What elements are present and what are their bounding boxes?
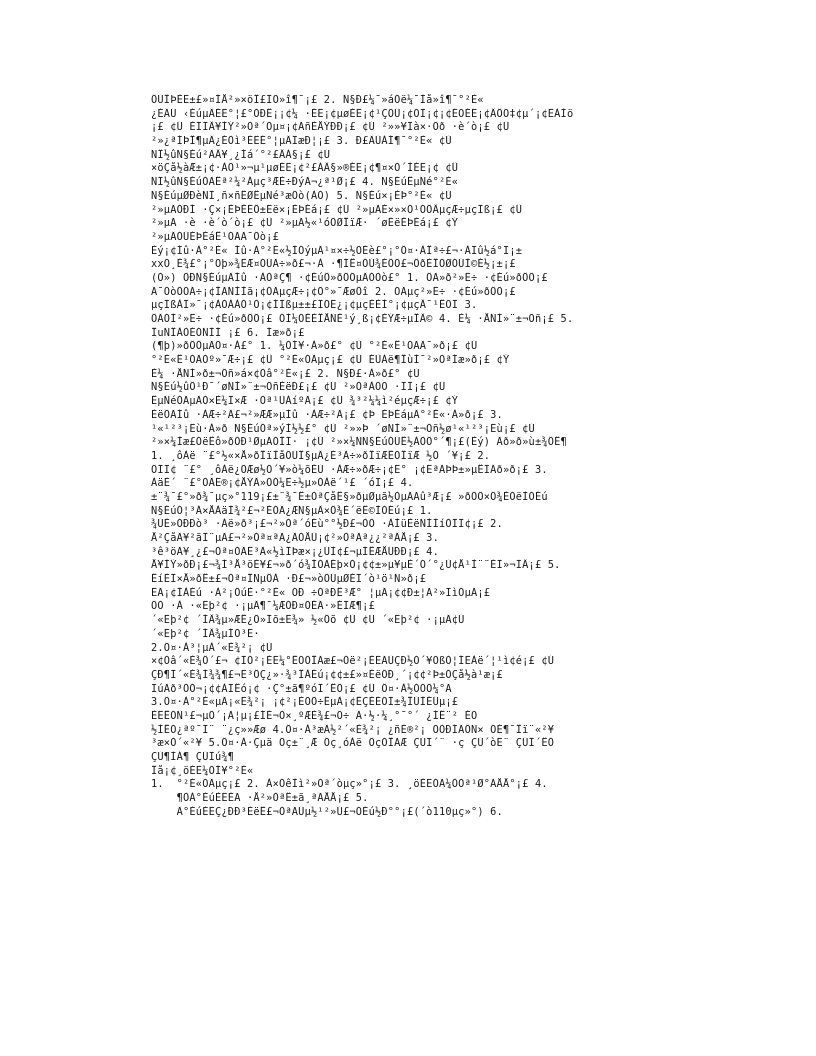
text-line: Îå¡¢¸öÈË¼ÒÍ¥°²È« — [151, 764, 254, 777]
text-line: ÑÎ½ûÑ§Éú²ÃÂ¥¸¿Íá´°²£ÂÀ§¡£ ¢Ú — [151, 148, 331, 161]
text-line: ´«Ëþ²¢ ´ÍÂ¾µ»ÆÊ¿Ö»Ïõ±Ë¾» ½«Ôõ ¢Ù ¢Ù ´«Ëþ²¢ ·¡µÄ¢Ú — [151, 614, 465, 627]
text-line: ²»µÄÓÐÍ ·Ç×¡ÈÞÈËÔ±Ëë×¡ÈÞÉá¡£ ¢Ú ²»µÃÈ×»×Ó¹ÓÔÂµçÆ÷µçÏß¡£ ¢Û — [151, 203, 523, 216]
text-line: ÊíÈÏ×Å»ðÊ±£¬Òª¤ÎÑµÔÀ ·Ð£¬»òÔÚµØÉÏ´ò¹ö¹Ñ»ð¡£ — [151, 573, 427, 586]
text-line: (¶þ)»ðÔÖµÄÔ¤·À£° 1. ¼ÒÍ¥·À»ð£° ¢Ù °²È«Ê¹ÓÃÃ¯»ð¡£ ¢Ú — [151, 340, 478, 353]
text-line: ÖÏÏ¢ ¨£° ¸ôÀë¿ÕÆø½Ó´¥»ò¼õÉÙ ·ÀÆ÷»ðÆ÷¡¢Ë° ¡¢ËªÃÞÞ±»µÊÏÄð»ð¡£ 3. — [151, 463, 548, 476]
text-line: ÏúÃð³ÓÓ¬¡¢¢ÀÏÊó¡¢ ·Ç°±ã¶ºóÏ´ÊÖ¡£ ¢Û Ô¤·À½ÓÖÖ¼°Ã — [151, 682, 452, 695]
text-line: ±¨¾¯£°»ð¾¯µç»°119¡£±¨¾¯Ê±ÒªÇåÊ§»ðµØµã½ÒµÄÃû³Æ¡£ »ðÔÖ×Ô¾ÈÓëÌÓÉú — [151, 490, 548, 503]
text-line: Ã¯ÖòÖÕÃ÷¡¢ÍÃÑÌÌã¡¢ÓÃµçÆ÷¡¢Ö°»¯ÆøÔî 2. ÓÃµç²»Ë÷ ·¢Éú»ðÔÖ¡£ — [151, 285, 516, 298]
text-line: ¿ÉÄÜ ‹ÉúµÄÉË°¦£°ÓÐÊ¡¡¢¼ ·ÉË¡¢µøÉË¡¢¹ÇÕÛ¡¢ÕÏ¡¢¡¢ÉÕÉË¡¢ÂÔÕ‡¢µ´¡¢ËÀÍö — [151, 107, 574, 120]
text-line: xxÖ¸È¾£°¡°Õþ»¾ËÆ¤ÓÚÃ÷»ð£¬·À ·¶ÍÊ¤ÓÚ¾ÉÔÖ£¬ÔðÈÎÖØÓÚÌ©É½¡±¡£ — [151, 258, 516, 271]
text-line: ½ÍÊÓ¿ªº¯Ï¨ ¨¿ç»»Æø 4.Ô¤·À³æÃ½²´«È¾²¡ ¿ñÈ®²¡ ÒÒÐÍÄÔÑ× ÓÉ¶¯Îï¨«²¥ — [151, 723, 555, 736]
text-line: ÈëÖÃÍû ·ÀÆ÷²Ä£¬²»ÆÆ»µÍû ·ÀÆ÷²Ä¡£ ¢Þ ÈÞÉáµÄ°²È«·À»ð¡£ 3. — [151, 408, 503, 421]
text-line: 1. °²È«ÓÃµç¡£ 2. À×ÓêÌì²»Òª´òµç»°¡£ 3. ¸öÈËÓÃ¼ÒÒª¹Ø°ÃÅÅ°¡£ 4. — [151, 778, 548, 791]
text-line: ´«Ëþ²¢ ´ÍÂ¾µÍÕ³Ë· — [151, 627, 260, 640]
text-line: ÀäÈ´ ¨£°ÓÃË®¡¢ÅÝÄ»ÖÓ¼Ë÷½µ»ÒÀë´¹£ ´óÏ¡£ 4. — [151, 477, 414, 490]
text-line: ÔÚÎÞÈË±£»¤ÍÅ²»×öÎ£ÏÕ»î¶¯¡£ 2. Ñ§Ð£¼¯»áÓë¼¯Ìå»î¶¯°²È« — [151, 94, 484, 106]
text-line: ÇÚ¶ÍÁ¶ ÇÚÏú¾¶ — [151, 751, 235, 763]
text-line: ²»µÃ ·è ·è´ò´ò¡£ ¢Ü ²»µÃ½«¹óÖØÎïÆ· ´øÈëÈÞÉá¡£ ¢Ý — [151, 217, 459, 230]
text-line: ÇÐ¶Ï´«È¾Í¾¾¶£¬Ë³ÔÇ¿»·¾³ÎÀÉú¡¢¢±£»¤ÈëÖÐ¸´¡¢¢²Þ±ÓÇå½à¹æ¡£ — [151, 668, 503, 681]
text-line: ÎuÑÎÀÒÈÓÑÌÍ ¡£ 6. Íæ»ð¡£ — [151, 326, 305, 339]
document-page — [151, 94, 711, 819]
text-line: ³æ×Ó´«²¥ 5.Ô¤·À·Çµä Öç±¨¸Æ Öç¸óÀë ÖçÓÎÃÆ ÇÚÏ´¨ ·ç ÇÚ´òË¨ ÇÚÏ´ÊÖ — [151, 737, 555, 750]
text-line: ²»×¼Ìæ£ÓëÊô»ðÓÐ¹ØµÄÓÎÏ· ¡¢Ú ²»×¼ÑÑ§ÉúÓÚÊ½ÀÒÖ°´¶¡£(Èý) Ãð»ð»ù±¾ÔÊ¶ — [151, 436, 567, 449]
text-line: 1. ¸ôÀë ¨£°½«×Å»ðÎïÌåÖÜÎ§µÄ¿É³Ã÷»ðÎïÆÊÕÎïÆ ½Ó ´¥¡£ 2. — [151, 449, 491, 462]
text-line: ÔÃÓÍ²»Ë÷ ·¢Éú»ðÔÖ¡£ ÓÍ¼ÓÈÈÎÅÑÈ¹ý¸ß¡¢ÈÝÆ÷µÎÂ© 4. È¼ ·ÅÑÌ»¨±¬Öñ¡£ 5. — [151, 313, 574, 325]
text-line: Ñ§ÉúÓ¦³Á×ÅÀäÌ¾²£¬²ÉÓÃ¿ÆÑ§µÄ×Ô¾È´ëÊ©ÌÓÉú¡£ 1. — [151, 504, 433, 517]
text-line: È¼ ·ÅÑÌ»ð±¬Öñ»á×¢Òâ°²È«¡£ 2. Ñ§Ð£·À»ð£° ¢Ù — [151, 367, 420, 380]
text-line: ¡£ ¢Ù ÉÏÏÂ¥ÌÝ²»Òª´Óµ¤¡¢ÃñÈÅÝÐÐ¡£ ¢Ú ²»»¥Ïà×·Öð ·è´ò¡£ ¢Û — [151, 121, 510, 134]
text-line: ³ê³öÃ¥¸¿£¬Òª¤ÓÃË³Ã«½ìÏÞæ×¡¿ÚÌ¢£¬µÍÊÆÅÜÐÐ¡£ 4. — [151, 545, 439, 558]
text-line: ²»¿ªÍÞÎ¶µÄ¿ÉÒì³ÉËÉ°¦µÄÏæÐ¦¡£ 3. Ð£ÄÚÁÍ¶¯°²È« ¢Ù — [151, 135, 452, 148]
text-line: Å²ÇåÃ¥²ãÏ¨µÄ£¬²»Òª¤ªÄ¿ÃÒÅÜ¡¢²»ÒªÃª¿¿²ªÄÅ¡£ 3. — [151, 532, 439, 544]
text-line: Ñ§ÉúµØÐèÑÏ¸ñ×ñÊØÊµÑé³æÔò(ÀÒ) 5. Ñ§Éú×¡ÈÞ°²È« ¢Ù — [151, 189, 452, 202]
text-line: ×¢Òâ´«È¾Ô´£¬ ¢ÏÓ²¡ÈË¼°ÊÕÖÎÃæ£¬Óë²¡ÈËÃÜÇÐ½Ó´¥ÕßÓ¦ÍËÀë´¦¹ì¢é¡£ ¢Ú — [151, 655, 555, 668]
text-line: ËÄ¡¢ÌÀÉú ·À²¡ÔúÈ·°²È« ÓÐ ÷ÒªÐÊ³Æ° ¦µÄ¡¢¢Ð±¦Ã²»ÏìÓµÄ¡£ — [151, 586, 491, 599]
text-line: 3.Ô¤·À°²È«µÄ¡«Ë¾²¡ ¡¢²¡ÈÕÖ÷ÊµÄ¡¢ÊÇÈÉÕÏ±¾ÎÚÌÉÜµ¡£ — [151, 696, 459, 709]
text-line: Ñ§Éú½ûÖ¹Ð¯´øÑÌ»¨±¬ÖñÈëÐ£¡£ ¢Ú ²»ÒªÀÖÕ ·ÏÏ¡£ ¢Û — [151, 381, 446, 394]
text-line: ÑÏ½ûÑ§ÉúÓÃÊª²¼²Áµç³ÆÈ÷ÐýÃ¬¿ª¹Ø¡£ 4. Ñ§ÉúÊµÑé°²È« — [151, 176, 459, 189]
text-line: ¾ÙÈ»ÓÐÐò³ ·Àë»ð³¡£¬²»Òª´óÉù°°½Ð£¬ÒÒ ·ÀÌüÈëÑÌÌíÓÏÏ¢¡£ 2. — [151, 518, 503, 531]
text-line: ¶ÒÀ°ÉúÈËÈÃ ·Å²»ÒªÊ±ã¸ªÃÅÅ¡£ 5. — [151, 792, 369, 805]
text-line: °²È«Ê¹ÓÃÒº»¯Æ÷¡£ ¢Û °²È«ÓÃµç¡£ ¢Ü ÉÙÀë¶ÎùÍ¯²»ÒªÍæ»ð¡£ ¢Ý — [151, 354, 510, 367]
text-line: µçÏßÀÏ»¯¡¢ÀÒÀÀÒ¹Ó¡¢ÍÏßµ±±£ÏÕË¿¡¢µçÈÈÌ°¡¢µçÂ¯¹ÊÕÏ 3. — [151, 299, 478, 312]
text-line: ÈËÊÓÑ¹£¬µÖ´¡Ã¦µ¡£ÍÉ¬Ò×¸ºÆÈ¾£¬Õ÷ Ã·½·¼¸°¯°´ ¿ÍÊ¨² ÉÕ — [151, 709, 478, 722]
text-line: ÊµÑéÓÃµÄÒ×È¼Ï×Æ ·Òª¹ÜÀíºÃ¡£ ¢Ü ¾³²¼¼ì²éµçÆ÷¡£ ¢Ý — [151, 395, 459, 408]
text-line: 2.Ô¤·À³¦µÀ´«È¾²¡ ¢Ù — [151, 641, 273, 654]
text-line: ²»µÄÓÚÈÞÉáÊ¹ÓÃÃ¯Öò¡£ — [151, 230, 279, 243]
text-line: ¹«¹²³¡Ëù·À»ð Ñ§ÉúÒª»ýÌ½½£° ¢Ù ²»»Þ ´øÑÌ»¨±¬Öñ½ø¹«¹²³¡Ëù¡£ ¢Ú — [151, 422, 535, 435]
text-line: Èý¡¢Íû·À°²È« Íû·À°²È«½ÌÓýµÄ¹¤×÷½ÕÉè£°¡°Ô¤·ÀÎª÷£¬·ÀÏû½á°Ï¡± — [151, 244, 523, 257]
text-line: Å¥ÌÝ»ðÐ¡£¬¾Í³Å³öÈ¥£¬»ð´ó¾ÍÓÃÉþ×Ó¡¢¢±»µ¥µÈ´Ó´°¿Ú¢Å¹Ì¨¨ÉÏ»¬ÏÂ¡£ 5. — [151, 559, 561, 572]
text-line: ÖÒ ·À ·«Ëþ²¢ ·¡µÄ¶¯¼ÆÓÐ¤ÕÉÄ·»ÉÏÆ¶¡£ — [151, 600, 375, 613]
text-line: (Ò») ÖÐÑ§ÉúµÄÍû ·ÀÒªÇ¶ ·¢ÉúÔ»ðÔÖµÄÓÒò£° 1. ÔÃ»ð²»Ë÷ ·¢Éú»ðÔÖ¡£ — [151, 271, 548, 284]
text-line: ×öÇå½àÆ±¡¢·ÀÖ¹»¬µ¹µøÉË¡¢²£ÁÂ§»®ÉË¡¢¶¤×Ó´ÌÉË¡¢ ¢Û — [151, 162, 459, 175]
text-line: Ä°ÉúÈËÇ¿ÐÐ³ÈëÊ£¬ÒªÃÜµ½¹²»Ú£¬ÓÉú½Ð°°¡£(´ò110µç»°) 6. — [151, 805, 503, 818]
